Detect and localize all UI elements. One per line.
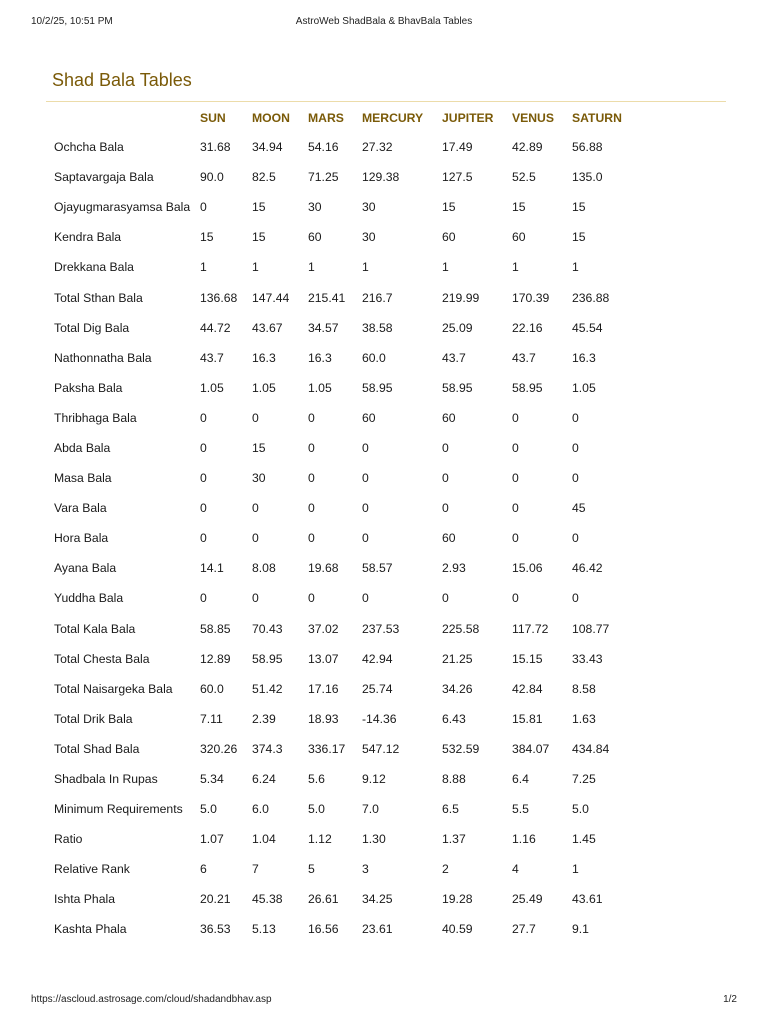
table-cell: 6.4	[512, 772, 529, 787]
table-row	[46, 553, 642, 583]
table-cell: 0	[308, 591, 315, 606]
table-cell: 320.26	[200, 741, 238, 756]
table-cell: 0	[200, 501, 207, 516]
table-cell: 40.59	[442, 922, 473, 937]
table-cell: 2.39	[252, 711, 276, 726]
table-cell: 0	[442, 501, 449, 516]
table-cell: 58.95	[362, 380, 393, 395]
table-cell: 1.16	[512, 832, 536, 847]
table-cell: 25.74	[362, 681, 393, 696]
table-cell: 16.56	[308, 922, 339, 937]
header-label-cell	[46, 104, 200, 132]
table-cell: 170.39	[512, 290, 550, 305]
table-cell: 25.09	[442, 320, 473, 335]
table-cell: 58.95	[252, 651, 283, 666]
table-cell: 45.54	[572, 320, 603, 335]
table-cell: 27.32	[362, 140, 393, 155]
table-cell: 45	[572, 501, 586, 516]
table-cell: 34.94	[252, 140, 283, 155]
table-cell: 58.57	[362, 561, 393, 576]
table-cell: 30	[252, 471, 266, 486]
table-cell: 30	[362, 200, 376, 215]
table-cell: 0	[512, 501, 519, 516]
table-cell: 1.45	[572, 832, 596, 847]
column-header-mercury: MERCURY	[362, 111, 424, 125]
table-cell: 20.21	[200, 892, 231, 907]
table-cell: 30	[362, 230, 376, 245]
table-row	[46, 704, 642, 734]
row-label: Abda Bala	[54, 440, 111, 455]
table-row	[46, 764, 642, 794]
table-cell: 15.06	[512, 561, 543, 576]
table-row	[46, 403, 642, 433]
table-cell: 0	[362, 591, 369, 606]
table-cell: 136.68	[200, 290, 238, 305]
table-cell: 31.68	[200, 140, 231, 155]
print-url: https://ascloud.astrosage.com/cloud/shadandbhav.asp	[31, 994, 272, 1005]
column-header-moon: MOON	[252, 111, 290, 125]
row-label: Vara Bala	[54, 501, 107, 516]
table-row	[46, 192, 642, 222]
table-row	[46, 674, 642, 704]
table-cell: 1.63	[572, 711, 596, 726]
table-cell: 0	[572, 591, 579, 606]
table-cell: 384.07	[512, 741, 550, 756]
table-cell: 0	[572, 531, 579, 546]
table-row	[46, 313, 642, 343]
table-cell: 19.68	[308, 561, 339, 576]
table-cell: 13.07	[308, 651, 339, 666]
table-cell: 21.25	[442, 651, 473, 666]
print-document-title: AstroWeb ShadBala & BhavBala Tables	[295, 16, 473, 27]
table-cell: 71.25	[308, 170, 339, 185]
column-header-mars: MARS	[308, 111, 344, 125]
table-cell: 18.93	[308, 711, 339, 726]
table-cell: 15	[572, 230, 586, 245]
table-row	[46, 614, 642, 644]
table-cell: 0	[442, 591, 449, 606]
row-label: Drekkana Bala	[54, 260, 134, 275]
table-cell: 45.38	[252, 892, 283, 907]
row-label: Ratio	[54, 832, 83, 847]
row-label: Ayana Bala	[54, 561, 117, 576]
table-cell: 1	[308, 260, 315, 275]
table-cell: 9.1	[572, 922, 589, 937]
table-cell: 15	[252, 200, 266, 215]
table-cell: 58.95	[512, 380, 543, 395]
row-label: Total Shad Bala	[54, 741, 140, 756]
table-cell: 0	[442, 440, 449, 455]
table-cell: 60	[442, 531, 456, 546]
table-cell: 15	[572, 200, 586, 215]
table-cell: 17.49	[442, 140, 473, 155]
table-cell: 43.7	[512, 350, 536, 365]
table-cell: 237.53	[362, 621, 400, 636]
table-cell: 7.25	[572, 772, 596, 787]
table-cell: 0	[200, 200, 207, 215]
table-cell: 34.26	[442, 681, 473, 696]
table-cell: 1	[572, 260, 579, 275]
table-cell: 15	[200, 230, 214, 245]
table-cell: 43.67	[252, 320, 283, 335]
table-cell: 219.99	[442, 290, 480, 305]
table-cell: -14.36	[362, 711, 397, 726]
table-cell: 1.37	[442, 832, 466, 847]
table-row	[46, 824, 642, 854]
table-row	[46, 734, 642, 764]
table-cell: 52.5	[512, 170, 536, 185]
table-cell: 3	[362, 862, 369, 877]
table-cell: 60	[442, 230, 456, 245]
table-cell: 1.05	[252, 380, 276, 395]
table-cell: 54.16	[308, 140, 339, 155]
table-cell: 2.93	[442, 561, 466, 576]
table-cell: 43.7	[200, 350, 224, 365]
table-cell: 15	[252, 440, 266, 455]
table-cell: 5.13	[252, 922, 276, 937]
section-title: Shad Bala Tables	[52, 70, 192, 90]
column-header-saturn: SATURN	[572, 111, 622, 125]
table-cell: 0	[200, 410, 207, 425]
row-label: Relative Rank	[54, 862, 130, 877]
column-header-jupiter: JUPITER	[442, 111, 494, 125]
table-cell: 1.05	[200, 380, 224, 395]
table-cell: 8.08	[252, 561, 276, 576]
table-cell: 9.12	[362, 772, 386, 787]
table-cell: 1.07	[200, 832, 224, 847]
table-cell: 82.5	[252, 170, 276, 185]
table-cell: 5.5	[512, 802, 529, 817]
table-cell: 0	[200, 531, 207, 546]
table-cell: 5	[308, 862, 315, 877]
table-cell: 1	[200, 260, 207, 275]
table-row	[46, 282, 642, 312]
row-label: Total Sthan Bala	[54, 290, 143, 305]
table-row	[46, 644, 642, 674]
table-cell: 0	[362, 471, 369, 486]
row-label: Kashta Phala	[54, 922, 127, 937]
print-footer	[31, 994, 737, 1008]
row-label: Paksha Bala	[54, 380, 123, 395]
table-cell: 44.72	[200, 320, 231, 335]
table-cell: 37.02	[308, 621, 339, 636]
row-label: Total Naisargeka Bala	[54, 681, 173, 696]
row-label: Ochcha Bala	[54, 140, 124, 155]
table-cell: 60.0	[200, 681, 224, 696]
table-cell: 33.43	[572, 651, 603, 666]
table-cell: 6.24	[252, 772, 276, 787]
table-cell: 8.88	[442, 772, 466, 787]
table-cell: 129.38	[362, 170, 400, 185]
table-cell: 6.5	[442, 802, 459, 817]
table-cell: 1.12	[308, 832, 332, 847]
table-cell: 42.94	[362, 651, 393, 666]
row-label: Saptavargaja Bala	[54, 170, 154, 185]
table-cell: 15	[512, 200, 526, 215]
table-cell: 1	[442, 260, 449, 275]
row-label: Total Kala Bala	[54, 621, 136, 636]
table-cell: 374.3	[252, 741, 283, 756]
table-cell: 532.59	[442, 741, 480, 756]
table-row	[46, 463, 642, 493]
table-cell: 60	[512, 230, 526, 245]
table-cell: 60	[442, 410, 456, 425]
table-cell: 434.84	[572, 741, 610, 756]
table-cell: 7	[252, 862, 259, 877]
table-row	[46, 433, 642, 463]
table-cell: 27.7	[512, 922, 536, 937]
table-cell: 0	[442, 471, 449, 486]
table-cell: 17.16	[308, 681, 339, 696]
table-cell: 0	[362, 440, 369, 455]
table-cell: 58.95	[442, 380, 473, 395]
table-cell: 16.3	[308, 350, 332, 365]
table-cell: 42.84	[512, 681, 543, 696]
table-row	[46, 252, 642, 282]
table-cell: 336.17	[308, 741, 346, 756]
table-cell: 0	[200, 440, 207, 455]
table-cell: 43.61	[572, 892, 603, 907]
table-cell: 1.04	[252, 832, 276, 847]
table-row	[46, 794, 642, 824]
table-row	[46, 373, 642, 403]
row-label: Total Chesta Bala	[54, 651, 150, 666]
table-cell: 236.88	[572, 290, 610, 305]
table-cell: 22.16	[512, 320, 543, 335]
table-cell: 0	[200, 591, 207, 606]
table-cell: 16.3	[572, 350, 596, 365]
table-cell: 0	[572, 471, 579, 486]
table-cell: 0	[572, 410, 579, 425]
table-cell: 38.58	[362, 320, 393, 335]
table-cell: 0	[308, 440, 315, 455]
table-cell: 6.0	[252, 802, 269, 817]
table-cell: 1	[572, 862, 579, 877]
print-datetime: 10/2/25, 10:51 PM	[31, 16, 113, 27]
table-cell: 42.89	[512, 140, 543, 155]
table-cell: 34.57	[308, 320, 339, 335]
table-row	[46, 222, 642, 252]
title-divider	[46, 101, 726, 102]
table-cell: 147.44	[252, 290, 290, 305]
table-cell: 8.58	[572, 681, 596, 696]
table-cell: 25.49	[512, 892, 543, 907]
table-row	[46, 132, 642, 162]
table-row	[46, 884, 642, 914]
row-label: Kendra Bala	[54, 230, 122, 245]
table-row	[46, 162, 642, 192]
table-cell: 0	[252, 410, 259, 425]
table-cell: 15	[252, 230, 266, 245]
table-cell: 0	[512, 440, 519, 455]
table-cell: 5.0	[308, 802, 325, 817]
table-cell: 1	[252, 260, 259, 275]
row-label: Ojayugmarasyamsa Bala	[54, 200, 191, 215]
row-label: Yuddha Bala	[54, 591, 124, 606]
table-cell: 0	[572, 440, 579, 455]
table-cell: 0	[308, 501, 315, 516]
table-cell: 46.42	[572, 561, 603, 576]
row-label: Minimum Requirements	[54, 802, 183, 817]
table-cell: 5.34	[200, 772, 224, 787]
table-cell: 60	[362, 410, 376, 425]
table-cell: 0	[308, 410, 315, 425]
table-cell: 0	[252, 591, 259, 606]
table-cell: 15	[442, 200, 456, 215]
table-row	[46, 854, 642, 884]
column-header-venus: VENUS	[512, 111, 554, 125]
table-cell: 0	[252, 531, 259, 546]
table-cell: 135.0	[572, 170, 603, 185]
table-cell: 0	[512, 471, 519, 486]
table-cell: 5.6	[308, 772, 325, 787]
row-label: Shadbala In Rupas	[54, 772, 158, 787]
table-row	[46, 914, 642, 944]
table-cell: 90.0	[200, 170, 224, 185]
row-label: Thribhaga Bala	[54, 410, 137, 425]
table-cell: 0	[252, 501, 259, 516]
row-label: Total Dig Bala	[54, 320, 130, 335]
table-cell: 1	[362, 260, 369, 275]
table-cell: 56.88	[572, 140, 603, 155]
table-cell: 0	[362, 531, 369, 546]
table-cell: 16.3	[252, 350, 276, 365]
table-cell: 108.77	[572, 621, 610, 636]
table-cell: 70.43	[252, 621, 283, 636]
table-cell: 23.61	[362, 922, 393, 937]
table-cell: 19.28	[442, 892, 473, 907]
table-cell: 1.30	[362, 832, 386, 847]
table-cell: 58.85	[200, 621, 231, 636]
table-cell: 34.25	[362, 892, 393, 907]
table-cell: 0	[200, 471, 207, 486]
table-cell: 6.43	[442, 711, 466, 726]
table-cell: 36.53	[200, 922, 231, 937]
table-cell: 15.15	[512, 651, 543, 666]
column-header-sun: SUN	[200, 111, 226, 125]
table-cell: 225.58	[442, 621, 480, 636]
page-number: 1/2	[723, 994, 737, 1005]
table-row	[46, 343, 642, 373]
table-cell: 117.72	[512, 621, 549, 636]
table-cell: 0	[512, 531, 519, 546]
print-header	[31, 16, 737, 30]
table-cell: 12.89	[200, 651, 231, 666]
table-cell: 0	[362, 501, 369, 516]
table-cell: 127.5	[442, 170, 473, 185]
table-row	[46, 523, 642, 553]
table-cell: 60	[308, 230, 322, 245]
table-cell: 1.05	[308, 380, 332, 395]
table-cell: 0	[512, 591, 519, 606]
shad-bala-table	[46, 104, 642, 945]
table-cell: 5.0	[200, 802, 217, 817]
table-cell: 60.0	[362, 350, 386, 365]
table-cell: 30	[308, 200, 322, 215]
row-label: Masa Bala	[54, 471, 112, 486]
table-cell: 7.11	[200, 711, 223, 726]
table-cell: 26.61	[308, 892, 339, 907]
table-cell: 0	[512, 410, 519, 425]
table-header-row	[46, 104, 642, 132]
table-cell: 216.7	[362, 290, 393, 305]
row-label: Ishta Phala	[54, 892, 115, 907]
table-cell: 4	[512, 862, 519, 877]
table-cell: 7.0	[362, 802, 379, 817]
table-cell: 547.12	[362, 741, 400, 756]
table-cell: 6	[200, 862, 207, 877]
table-cell: 1.05	[572, 380, 596, 395]
table-row	[46, 493, 642, 523]
table-row	[46, 583, 642, 613]
table-cell: 0	[308, 531, 315, 546]
table-cell: 215.41	[308, 290, 346, 305]
row-label: Nathonnatha Bala	[54, 350, 152, 365]
table-cell: 14.1	[200, 561, 224, 576]
row-label: Hora Bala	[54, 531, 109, 546]
table-cell: 5.0	[572, 802, 589, 817]
table-cell: 0	[308, 471, 315, 486]
table-cell: 2	[442, 862, 449, 877]
table-cell: 1	[512, 260, 519, 275]
table-cell: 15.81	[512, 711, 543, 726]
table-body	[46, 132, 642, 945]
table-cell: 43.7	[442, 350, 466, 365]
table-cell: 51.42	[252, 681, 283, 696]
row-label: Total Drik Bala	[54, 711, 133, 726]
